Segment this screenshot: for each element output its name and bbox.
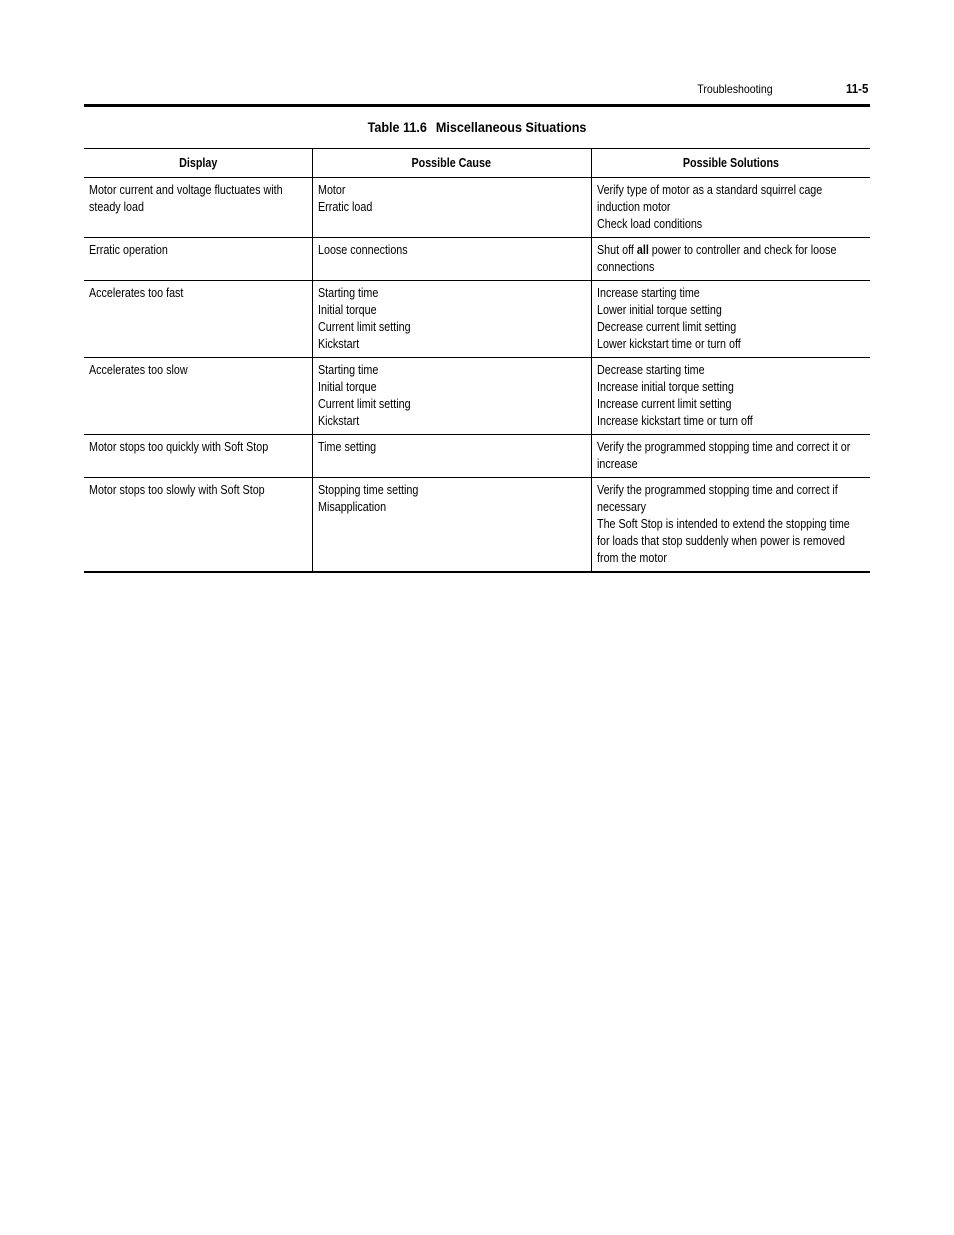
possible-cause-cell — [312, 281, 591, 358]
cell-text: Decrease starting time — [596, 363, 705, 377]
table-header-row — [84, 149, 870, 178]
possible-solutions-cell — [591, 178, 870, 238]
table-caption: Miscellaneous Situations — [435, 119, 587, 135]
table-title — [123, 119, 830, 135]
page-header — [84, 80, 870, 107]
cell-text: Accelerates too fast — [89, 286, 184, 300]
cell-text: The Soft Stop is intended to extend the stopping time for loads that stop suddenly when power is removed from the motor — [596, 517, 850, 565]
display-cell — [84, 435, 312, 478]
table-number: Table 11.6 — [367, 119, 427, 135]
cell-text: Loose connections — [317, 243, 408, 257]
cell-text: Kickstart — [317, 414, 359, 428]
table-row — [84, 238, 870, 281]
cell-text: Stopping time setting — [317, 483, 418, 497]
cell-text: Motor stops too slowly with Soft Stop — [89, 483, 265, 497]
possible-solutions-cell — [591, 478, 870, 573]
display-cell — [84, 178, 312, 238]
table-row — [84, 358, 870, 435]
cell-text: Time setting — [317, 440, 376, 454]
cell-text: Kickstart — [317, 337, 359, 351]
possible-solutions-cell — [591, 281, 870, 358]
cell-text-prefix: Shut off — [596, 243, 637, 257]
cell-text: Check load conditions — [596, 217, 702, 231]
cell-text: Starting time — [317, 286, 378, 300]
column-header-text: Display — [178, 156, 217, 170]
cell-text: Motor — [317, 183, 345, 197]
possible-solutions-cell — [591, 238, 870, 281]
cell-text: Verify the programmed stopping time and correct if necessary — [596, 483, 838, 514]
cell-text: Motor stops too quickly with Soft Stop — [89, 440, 269, 454]
cell-text: Erratic operation — [89, 243, 168, 257]
cell-text: Accelerates too slow — [89, 363, 188, 377]
running-header-section: Troubleshooting — [697, 82, 773, 96]
cell-text — [597, 242, 864, 276]
cell-text: Verify type of motor as a standard squirrel cage induction motor — [596, 183, 822, 214]
cell-text-suffix: power to controller and check for loose connections — [596, 243, 836, 274]
cell-text-emphasis: all — [636, 243, 649, 257]
possible-cause-cell — [312, 478, 591, 573]
cell-text: Starting time — [317, 363, 378, 377]
table-row — [84, 178, 870, 238]
column-header-text: Possible Cause — [411, 156, 492, 170]
table-row — [84, 281, 870, 358]
column-header-text: Possible Solutions — [682, 156, 779, 170]
possible-cause-cell — [312, 358, 591, 435]
display-cell — [84, 358, 312, 435]
cell-text: Erratic load — [317, 200, 372, 214]
cell-text: Verify the programmed stopping time and correct it or increase — [596, 440, 850, 471]
column-header-possible-cause — [312, 149, 591, 178]
table-row — [84, 435, 870, 478]
cell-text: Increase current limit setting — [596, 397, 731, 411]
cell-text: Current limit setting — [317, 320, 411, 334]
column-header-display — [84, 149, 312, 178]
page-number: 11-5 — [845, 81, 868, 96]
possible-solutions-cell — [591, 435, 870, 478]
possible-solutions-cell — [591, 358, 870, 435]
possible-cause-cell — [312, 238, 591, 281]
cell-text: Misapplication — [317, 500, 386, 514]
table-body — [84, 178, 870, 573]
display-cell — [84, 478, 312, 573]
miscellaneous-situations-table — [84, 148, 870, 573]
cell-text: Current limit setting — [317, 397, 411, 411]
cell-text: Decrease current limit setting — [596, 320, 736, 334]
possible-cause-cell — [312, 435, 591, 478]
display-cell — [84, 238, 312, 281]
display-cell — [84, 281, 312, 358]
cell-text: Increase kickstart time or turn off — [596, 414, 753, 428]
column-header-possible-solutions — [591, 149, 870, 178]
cell-text: Increase initial torque setting — [596, 380, 734, 394]
possible-cause-cell — [312, 178, 591, 238]
cell-text: Initial torque — [317, 380, 377, 394]
cell-text: Lower kickstart time or turn off — [596, 337, 741, 351]
cell-text: Initial torque — [317, 303, 377, 317]
cell-text: Motor current and voltage fluctuates with steady load — [89, 183, 283, 214]
table-row — [84, 478, 870, 573]
cell-text: Increase starting time — [596, 286, 700, 300]
cell-text: Lower initial torque setting — [596, 303, 722, 317]
